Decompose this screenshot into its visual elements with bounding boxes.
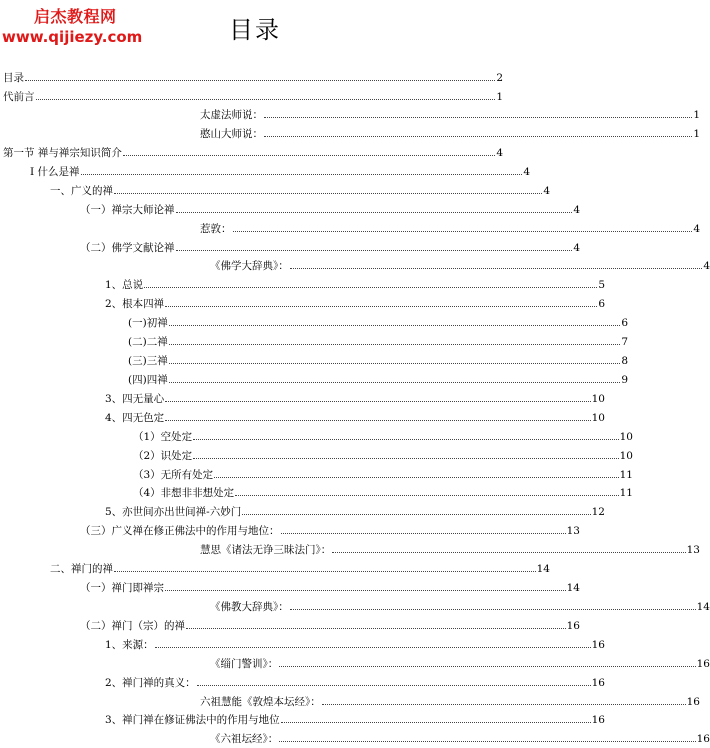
toc-entry-label: 2、根本四禅 [105, 298, 165, 310]
toc-entry[interactable] [0, 636, 605, 654]
toc-entry-label: 1、总说 [105, 279, 144, 291]
toc-entry[interactable] [0, 711, 605, 729]
toc-entry-page-number: 14 [696, 601, 710, 613]
toc-entry-label: 太虚法师说： [200, 109, 263, 121]
toc-entry-page-number: 11 [619, 469, 633, 481]
toc-entry-page-number: 10 [591, 412, 605, 424]
toc-entry-page-number: 14 [566, 582, 580, 594]
toc-dot-leader [123, 155, 495, 156]
toc-entry-page-number: 13 [686, 544, 700, 556]
toc-entry[interactable] [0, 257, 710, 275]
toc-entry-page-number: 10 [619, 450, 633, 462]
toc-entry[interactable] [0, 295, 605, 313]
toc-dot-leader [264, 136, 692, 137]
toc-entry[interactable] [0, 144, 503, 162]
toc-dot-leader [169, 382, 621, 383]
toc-entry-page-number: 13 [566, 525, 580, 537]
toc-entry-page-number: 4 [496, 147, 503, 159]
toc-entry-page-number: 4 [543, 185, 550, 197]
toc-entry-page-number: 10 [619, 431, 633, 443]
toc-entry-page-number: 16 [591, 639, 605, 651]
toc-entry-page-number: 6 [598, 298, 605, 310]
toc-dot-leader [165, 401, 590, 402]
toc-dot-leader [193, 458, 618, 459]
toc-entry[interactable] [0, 352, 628, 370]
toc-entry[interactable] [0, 541, 700, 559]
page-title: 目录 [229, 16, 281, 44]
toc-dot-leader [332, 552, 685, 553]
toc-dot-leader [114, 571, 536, 572]
toc-entry-page-number: 14 [536, 563, 550, 575]
toc-entry-page-number: 4 [573, 242, 580, 254]
watermark-url: www.qijiezy.com [2, 28, 143, 46]
toc-entry-label: 《六祖坛经》： [210, 733, 279, 745]
toc-entry[interactable] [0, 125, 700, 143]
toc-entry[interactable] [0, 371, 628, 389]
toc-entry-label: Ⅰ 什么是禅 [30, 166, 80, 178]
toc-entry-label: (三)三禅 [128, 355, 168, 367]
toc-dot-leader [233, 231, 693, 232]
toc-dot-leader [144, 287, 597, 288]
toc-entry-page-number: 5 [598, 279, 605, 291]
toc-entry-label: 六祖慧能《敦煌本坛经》： [200, 696, 321, 708]
toc-dot-leader [281, 533, 566, 534]
toc-entry-label: 《缁门警训》： [210, 658, 279, 670]
toc-entry-label: 5、亦世间亦出世间禅-六妙门 [105, 506, 242, 518]
toc-dot-leader [114, 193, 542, 194]
toc-entry[interactable] [0, 484, 633, 502]
toc-dot-leader [197, 685, 591, 686]
toc-dot-leader [176, 212, 573, 213]
toc-entry-page-number: 1 [693, 109, 700, 121]
toc-entry-page-number: 16 [566, 620, 580, 632]
toc-entry[interactable] [0, 428, 633, 446]
toc-entry-label: （1）空处定 [133, 431, 193, 443]
toc-entry-label: (四)四禅 [128, 374, 168, 386]
toc-dot-leader [169, 325, 621, 326]
toc-dot-leader [290, 609, 696, 610]
toc-dot-leader [186, 628, 566, 629]
toc-entry-page-number: 4 [693, 223, 700, 235]
toc-entry-page-number: 12 [591, 506, 605, 518]
toc-entry[interactable] [0, 466, 633, 484]
toc-entry-label: (二)二禅 [128, 336, 168, 348]
toc-entry-page-number: 16 [591, 677, 605, 689]
toc-dot-leader [290, 268, 703, 269]
toc-dot-leader [81, 174, 523, 175]
toc-entry-page-number: 11 [619, 487, 633, 499]
toc-entry-page-number: 4 [703, 260, 710, 272]
toc-dot-leader [155, 647, 591, 648]
toc-entry-label: （3）无所有处定 [133, 469, 214, 481]
toc-entry[interactable] [0, 239, 580, 257]
toc-dot-leader [193, 439, 618, 440]
toc-entry-label: 3、禅门禅在修证佛法中的作用与地位 [105, 714, 280, 726]
toc-entry-page-number: 9 [621, 374, 628, 386]
toc-entry[interactable] [0, 163, 530, 181]
toc-entry-page-number: 2 [496, 72, 503, 84]
toc-entry-label: （三）广义禅在修正佛法中的作用与地位： [80, 525, 280, 537]
toc-entry-label: 3、四无量心 [105, 393, 165, 405]
toc-dot-leader [176, 250, 573, 251]
toc-entry-label: 二、禅门的禅 [50, 563, 113, 575]
toc-entry-label: （二）禅门（宗）的禅 [80, 620, 185, 632]
toc-dot-leader [25, 80, 495, 81]
toc-entry[interactable] [0, 674, 605, 692]
toc-entry[interactable] [0, 579, 580, 597]
toc-entry-label: 2、禅门禅的真义： [105, 677, 196, 689]
toc-entry-label: 代前言 [3, 91, 35, 103]
toc-entry-label: 4、四无色定 [105, 412, 165, 424]
toc-entry-label: （2）识处定 [133, 450, 193, 462]
toc-dot-leader [165, 420, 590, 421]
toc-entry[interactable] [0, 693, 700, 711]
toc-entry[interactable] [0, 655, 710, 673]
toc-entry[interactable] [0, 522, 580, 540]
toc-entry-label: 第一节 禅与禅宗知识简介 [3, 147, 122, 159]
toc-entry[interactable] [0, 447, 633, 465]
toc-entry-label: （一）禅门即禅宗 [80, 582, 164, 594]
toc-entry-label: （一）禅宗大师论禅 [80, 204, 175, 216]
toc-dot-leader [169, 344, 621, 345]
toc-entry-page-number: 6 [621, 317, 628, 329]
toc-entry[interactable] [0, 390, 605, 408]
toc-entry[interactable] [0, 333, 628, 351]
toc-dot-leader [165, 590, 566, 591]
toc-entry[interactable] [0, 730, 710, 748]
toc-dot-leader [169, 363, 621, 364]
toc-entry[interactable] [0, 617, 580, 635]
toc-dot-leader [235, 495, 618, 496]
toc-dot-leader [281, 722, 591, 723]
toc-entry[interactable] [0, 106, 700, 124]
toc-entry-page-number: 1 [496, 91, 503, 103]
toc-entry-label: （二）佛学文献论禅 [80, 242, 175, 254]
toc-entry[interactable] [0, 201, 580, 219]
toc-entry-page-number: 16 [696, 658, 710, 670]
toc-entry[interactable] [0, 314, 628, 332]
toc-entry-label: 慧思《诸法无诤三昧法门》： [200, 544, 332, 556]
toc-entry-page-number: 4 [523, 166, 530, 178]
toc-entry[interactable] [0, 276, 605, 294]
toc-entry-label: 《佛教大辞典》： [210, 601, 289, 613]
toc-dot-leader [264, 117, 692, 118]
toc-entry[interactable] [0, 409, 605, 427]
toc-entry[interactable] [0, 503, 605, 521]
toc-entry[interactable] [0, 220, 700, 238]
toc-entry-label: 惹敦： [200, 223, 232, 235]
toc-dot-leader [242, 514, 590, 515]
toc-entry-label: 目录 [3, 72, 24, 84]
toc-entry-label: 一、广义的禅 [50, 185, 113, 197]
toc-entry-label: 《佛学大辞典》： [210, 260, 289, 272]
toc-dot-leader [214, 477, 618, 478]
toc-entry-page-number: 16 [591, 714, 605, 726]
toc-dot-leader [165, 306, 597, 307]
toc-entry[interactable] [0, 182, 550, 200]
toc-entry-page-number: 7 [621, 336, 628, 348]
toc-entry-page-number: 4 [573, 204, 580, 216]
toc-entry-page-number: 16 [686, 696, 700, 708]
toc-dot-leader [322, 704, 686, 705]
toc-entry[interactable] [0, 88, 503, 106]
toc-dot-leader [279, 741, 695, 742]
toc-dot-leader [279, 666, 695, 667]
toc-entry-label: 1、来源： [105, 639, 154, 651]
toc-entry-label: (一)初禅 [128, 317, 168, 329]
toc-dot-leader [36, 99, 496, 100]
toc-entry[interactable] [0, 598, 710, 616]
toc-entry[interactable] [0, 69, 503, 87]
toc-entry-label: （4）非想非非想处定 [133, 487, 235, 499]
toc-entry-page-number: 16 [696, 733, 710, 745]
toc-entry-label: 憨山大师说： [200, 128, 263, 140]
toc-entry-page-number: 8 [621, 355, 628, 367]
toc-entry[interactable] [0, 560, 550, 578]
toc-entry-page-number: 1 [693, 128, 700, 140]
watermark-site-name: 启杰教程网 [34, 7, 117, 26]
toc-entry-page-number: 10 [591, 393, 605, 405]
